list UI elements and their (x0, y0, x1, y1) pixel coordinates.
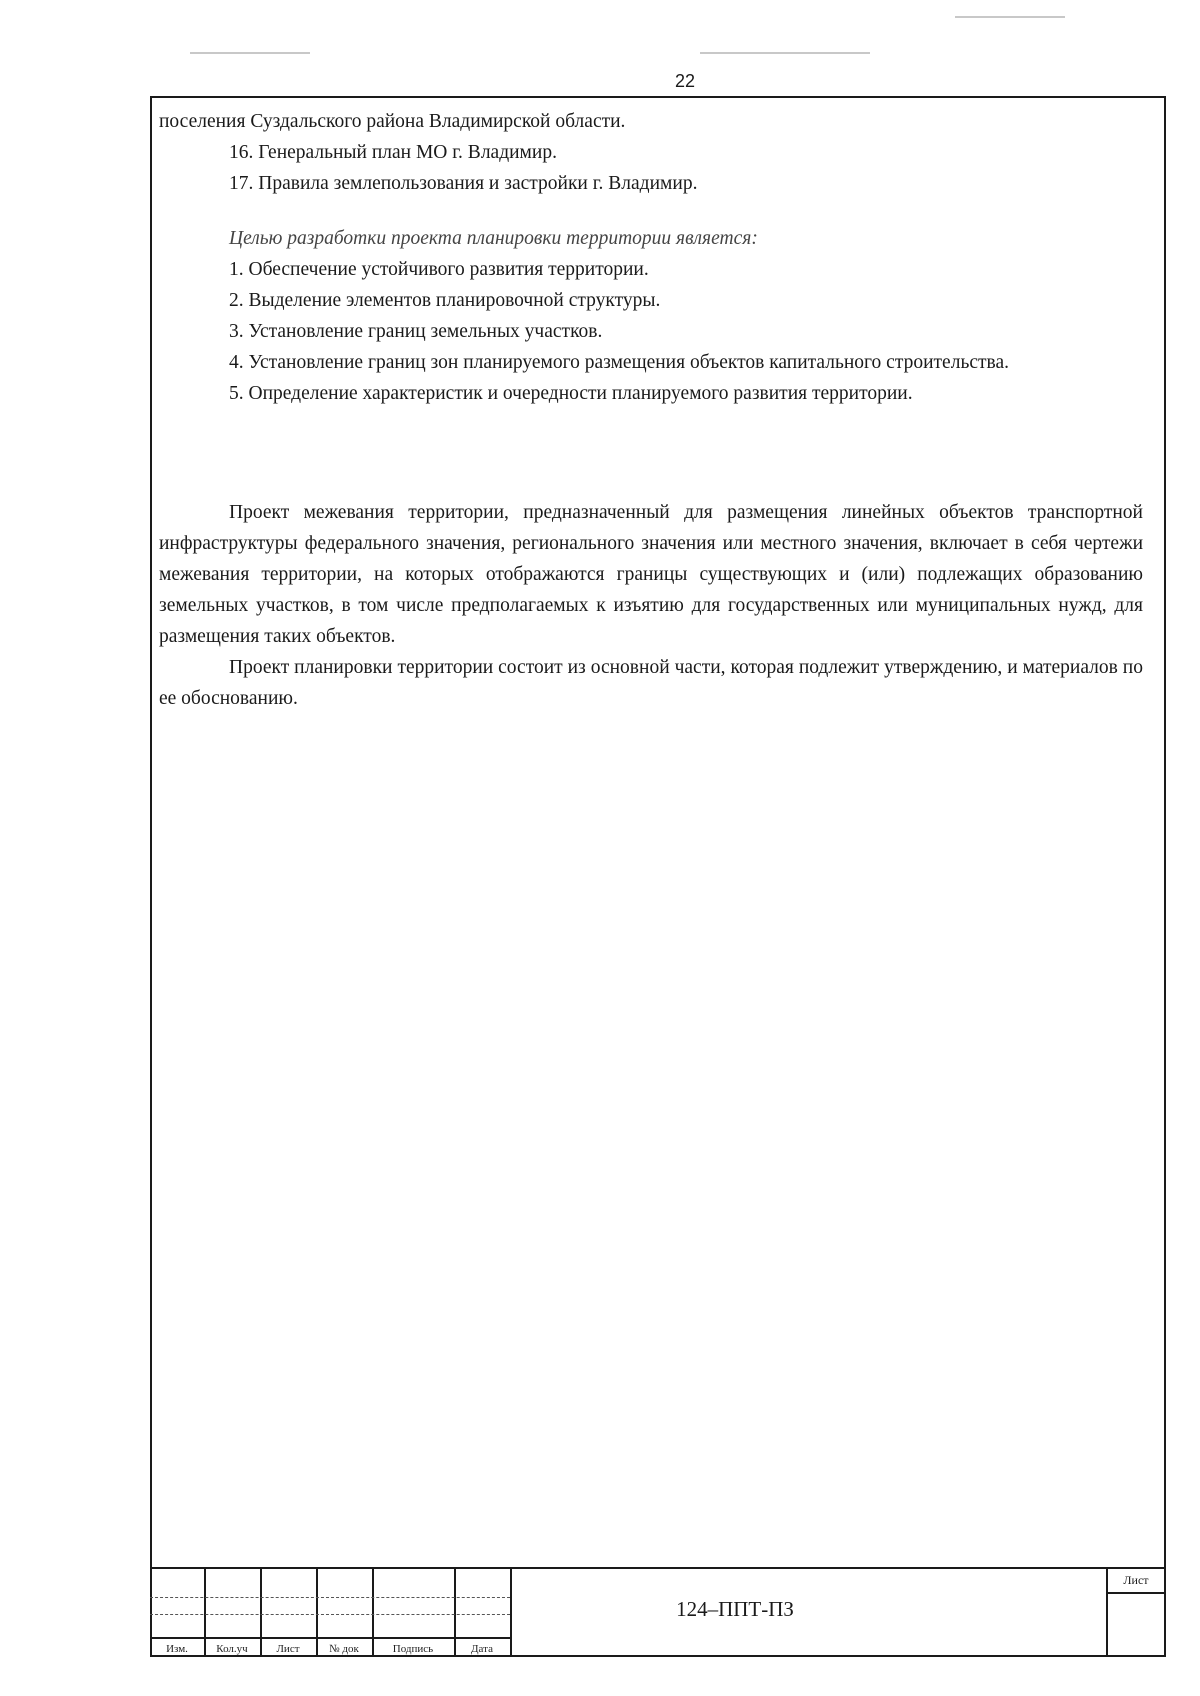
scan-mark-left (190, 52, 310, 54)
paragraph-continuation: поселения Суздальского района Владимирской области. (159, 111, 626, 132)
scan-mark-right (955, 16, 1065, 18)
list-item-17: 17. Правила землепользования и застройки г. Владимир. (229, 173, 698, 194)
list-item-16: 16. Генеральный план МО г. Владимир. (229, 142, 557, 163)
paragraph-planning-project: Проект планировки территории состоит из основной части, которая подлежит утверждению, и материалов по ее обоснованию. (159, 657, 1143, 709)
goals-heading: Целью разработки проекта планировки территории является: (229, 228, 758, 249)
document-body (159, 106, 1143, 714)
stamp-row-line (150, 1637, 510, 1639)
document-code: 124–ППТ-ПЗ (676, 1597, 794, 1621)
scan-mark-center (700, 52, 870, 54)
stamp-sheet-label: Лист (1123, 1573, 1149, 1587)
stamp-col-count: Кол.уч (216, 1643, 248, 1655)
stamp-col-sheet: Лист (276, 1643, 300, 1655)
stamp-sheet-line (1106, 1592, 1166, 1594)
stamp-row-line (150, 1614, 510, 1615)
goal-item-4: 4. Установление границ зон планируемого размещения объектов капитального строительства. (229, 352, 1009, 373)
stamp-col-change: Изм. (166, 1643, 188, 1655)
goal-item-1: 1. Обеспечение устойчивого развития территории. (229, 259, 649, 280)
goal-item-2: 2. Выделение элементов планировочной структуры. (229, 290, 661, 311)
page-number: 22 (674, 71, 696, 91)
stamp-col-doc-number: № док (329, 1643, 359, 1655)
goal-item-5: 5. Определение характеристик и очередности планируемого развития территории. (229, 383, 913, 404)
stamp-row-line (150, 1597, 510, 1598)
stamp-col-signature: Подпись (392, 1643, 434, 1655)
paragraph-surveying-project: Проект межевания территории, предназначенный для размещения линейных объектов транспортной инфраструктуры федерального значения, регионального значения или местного значения, включает в себя чертежи межевания территории, на которых отображаются границы существующих и (или) подлежащих образованию земельных участков, в том числе предполагаемых к изъятию для государственных или муниципальных нужд, для размещения таких объектов. (159, 502, 1143, 647)
stamp-col-date: Дата (471, 1643, 493, 1655)
goal-item-3: 3. Установление границ земельных участков. (229, 321, 603, 342)
title-block (150, 1567, 1166, 1657)
